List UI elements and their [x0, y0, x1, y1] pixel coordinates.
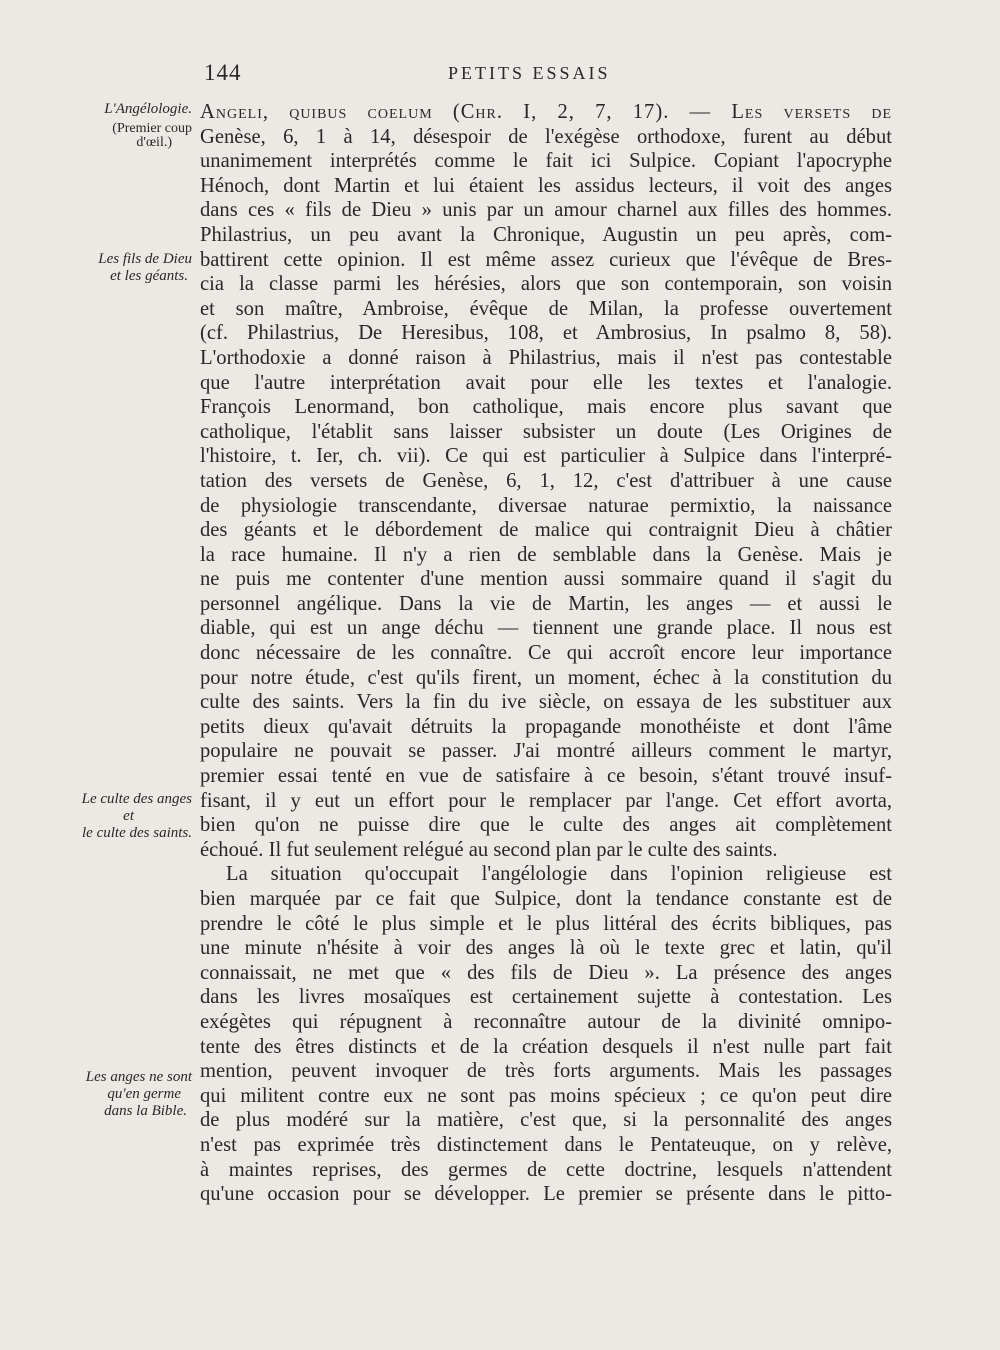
text-line: donc nécessaire de les connaître. Ce qui accroît encore leur importance	[200, 642, 892, 665]
text-line: (cf. Philastrius, De Heresibus, 108, et Ambrosius, In psalmo 8, 58).	[200, 322, 892, 345]
text-line: Philastrius, un peu avant la Chronique, Augustin un peu après, com-	[200, 223, 892, 246]
margin-note-line: qu'en germe	[107, 1086, 181, 1102]
text-line: battirent cette opinion. Il est même assez curieux que l'évêque de Bres-	[200, 248, 892, 271]
text-line: culte des saints. Vers la fin du ive siècle, on essaya de les substituer aux	[200, 691, 892, 714]
body-text	[200, 100, 892, 1207]
text-line: fisant, il y eut un effort pour le remplacer par l'ange. Cet effort avorta,	[200, 789, 892, 812]
running-head: PETITS ESSAIS	[448, 63, 611, 83]
text-line: Genèse, 6, 1 à 14, désespoir de l'exégèse orthodoxe, furent au début	[200, 125, 892, 148]
text-line: connaissait, ne met que « des fils de Dieu ». La présence des anges	[200, 961, 892, 984]
margin-note-fils-de-dieu	[98, 251, 192, 285]
text-line: petits dieux qu'avait détruits la propagande monothéiste et dont l'âme	[200, 715, 892, 738]
margin-note-line: et les géants.	[110, 268, 188, 284]
text-line: dans ces « fils de Dieu » unis par un amour charnel aux filles des hommes.	[200, 199, 892, 222]
text-line: que l'autre interprétation avait pour elle les textes et l'analogie.	[200, 371, 892, 394]
text-line: cia la classe parmi les hérésies, alors que son contemporain, son voisin	[200, 273, 892, 296]
text-line: bien marquée par ce fait que Sulpice, dont la tendance constante est de	[200, 888, 892, 910]
text-line: de physiologie transcendante, diversae naturae permixtio, la naissance	[200, 494, 892, 517]
margin-note-title: L'Angélologie.	[104, 101, 192, 117]
margin-note-line: Les anges ne sont	[85, 1069, 192, 1085]
text-line: dans les livres mosaïques est certainement sujette à contestation. Les	[200, 986, 892, 1009]
margin-note-line: le culte des saints.	[82, 825, 192, 841]
text-line: bien qu'on ne puisse dire que le culte des anges ait complètement	[200, 814, 892, 837]
text-line: ne puis me contenter d'une mention aussi sommaire quand il s'agit du	[200, 568, 892, 591]
text-line: qui militent contre eux ne sont pas moins spécieux ; ce qu'on peut dire	[200, 1084, 892, 1107]
text-line: catholique, l'établit sans laisser subsister un doute (Les Origines de	[200, 420, 892, 443]
text-line: personnel angélique. Dans la vie de Martin, les anges — et aussi le	[200, 592, 892, 615]
text-line: tation des versets de Genèse, 6, 1, 12, c'est d'attribuer à une cause	[200, 469, 892, 492]
text-line: et son maître, Ambroise, évêque de Milan, la professe ouvertement	[200, 297, 892, 320]
text-line: l'histoire, t. Ier, ch. vii). Ce qui est particulier à Sulpice dans l'interpré-	[200, 445, 892, 468]
margin-note-sub: (Premier coup	[112, 121, 192, 136]
margin-note-line: Le culte des anges	[81, 791, 192, 807]
text-line: Angeli, quibus coelum (Chr. I, 2, 7, 17). — Les versets de	[200, 101, 892, 123]
margin-note-line: et	[123, 808, 134, 824]
text-line: de plus modéré sur la matière, c'est que, si la personnalité des anges	[200, 1109, 892, 1132]
margin-note-line: dans la Bible.	[104, 1103, 187, 1119]
margin-note-sub: d'œil.)	[136, 135, 172, 150]
text-line: Hénoch, dont Martin et lui étaient les assidus lecteurs, il voit des anges	[200, 174, 892, 197]
margin-note-line: Les fils de Dieu	[98, 251, 192, 267]
text-line: populaire ne pouvait se passer. J'ai montré ailleurs comment le martyr,	[200, 740, 892, 763]
text-line: exégètes qui répugnent à reconnaître autour de la divinité omnipo-	[200, 1010, 892, 1033]
margin-note-culte	[82, 791, 192, 842]
text-line: la race humaine. Il n'y a rien de semblable dans la Genèse. Mais je	[200, 543, 892, 566]
text-line: La situation qu'occupait l'angélologie dans l'opinion religieuse est	[226, 863, 892, 886]
text-line: des géants et le débordement de malice qui contraignit Dieu à châtier	[200, 519, 892, 542]
text-line: François Lenormand, bon catholique, mais encore plus savant que	[200, 396, 892, 419]
text-line: mention, peuvent invoquer de très forts arguments. Mais les passages	[200, 1060, 892, 1083]
text-line: qu'une occasion pour se développer. Le premier se présente dans le pitto-	[200, 1183, 892, 1206]
text-line: premier essai tenté en vue de satisfaire à ce besoin, s'étant trouvé insuf-	[200, 765, 892, 788]
text-line: diable, qui est un ange déchu — tiennent une grande place. Il nous est	[200, 617, 892, 640]
text-line: L'orthodoxie a donné raison à Philastrius, mais il n'est pas contestable	[200, 346, 892, 369]
margin-note-germe	[86, 1069, 192, 1120]
text-line: prendre le côté le plus simple et le plus littéral des écrits bibliques, pas	[200, 912, 892, 935]
text-line: unanimement interprétés comme le fait ici Sulpice. Copiant l'apocryphe	[200, 150, 892, 173]
page-number: 144	[204, 60, 242, 85]
text-line: n'est pas exprimée très distinctement dans le Pentateuque, on y relève,	[200, 1133, 892, 1156]
margin-note-angelologie	[104, 101, 192, 150]
text-line: tente des êtres distincts et de la création desquels il n'est nulle part fait	[200, 1035, 892, 1058]
text-line: à maintes reprises, des germes de cette doctrine, lesquels n'attendent	[200, 1158, 892, 1181]
text-line: une minute n'hésite à voir des anges là où le texte grec et latin, qu'il	[200, 937, 892, 960]
text-line: pour notre étude, c'est qu'ils firent, un moment, échec à la constitution du	[200, 666, 892, 689]
text-line: échoué. Il fut seulement relégué au second plan par le culte des saints.	[200, 838, 778, 861]
